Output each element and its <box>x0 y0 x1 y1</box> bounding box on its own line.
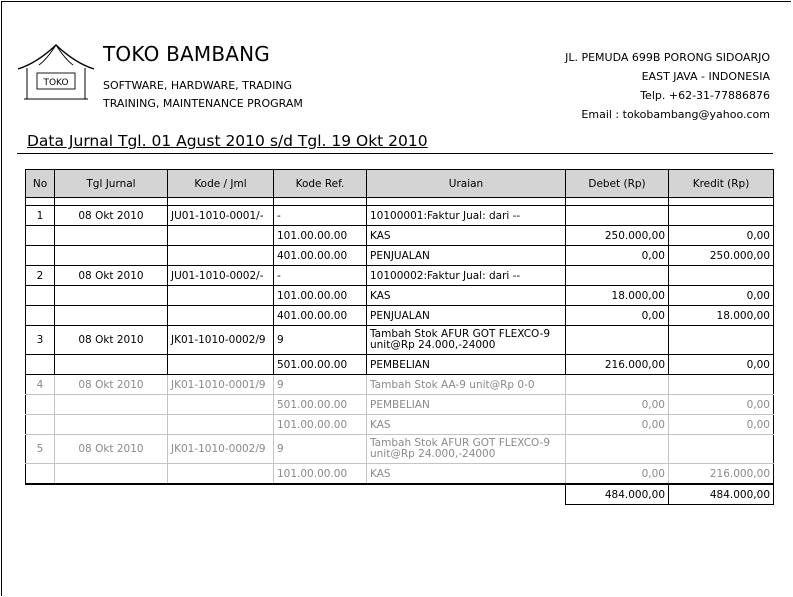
cell-tgl: 08 Okt 2010 <box>55 375 168 395</box>
cell-debet <box>566 326 669 355</box>
company-tagline-1: SOFTWARE, HARDWARE, TRADING <box>103 79 293 92</box>
header-no: No <box>26 170 55 198</box>
cell-uraian: KAS <box>367 415 566 435</box>
cell-tgl: 08 Okt 2010 <box>55 326 168 355</box>
cell-tgl: 08 Okt 2010 <box>55 206 168 226</box>
cell-kredit: 0,00 <box>669 226 774 246</box>
cell-debet: 250.000,00 <box>566 226 669 246</box>
table-row <box>26 286 774 306</box>
cell-kredit: 250.000,00 <box>669 246 774 266</box>
cell-uraian: Tambah Stok AFUR GOT FLEXCO-9 unit@Rp 24.000,-24000 <box>367 326 566 355</box>
cell-no <box>26 246 55 266</box>
cell-kredit: 216.000,00 <box>669 464 774 485</box>
table-row <box>26 226 774 246</box>
cell-kode: JU01-1010-0001/- <box>168 206 274 226</box>
total-row <box>26 484 774 505</box>
cell-tgl: 08 Okt 2010 <box>55 266 168 286</box>
header-kode-ref: Kode Ref. <box>274 170 367 198</box>
cell-debet: 0,00 <box>566 246 669 266</box>
cell-ref: 9 <box>274 375 367 395</box>
table-row <box>26 326 774 355</box>
cell-kode: JK01-1010-0002/9 <box>168 326 274 355</box>
cell-kode <box>168 464 274 485</box>
company-name: TOKO BAMBANG <box>103 42 270 66</box>
cell-no <box>26 286 55 306</box>
cell-kredit: 0,00 <box>669 415 774 435</box>
cell-no <box>26 355 55 375</box>
table-header-row <box>26 170 774 198</box>
cell-kode <box>168 246 274 266</box>
journal-table <box>25 169 774 505</box>
cell-kredit <box>669 266 774 286</box>
address-region: EAST JAVA - INDONESIA <box>641 70 770 83</box>
cell-tgl <box>55 415 168 435</box>
table-row <box>26 355 774 375</box>
cell-uraian: KAS <box>367 286 566 306</box>
cell-kode <box>168 226 274 246</box>
cell-debet: 0,00 <box>566 415 669 435</box>
cell-kredit <box>669 375 774 395</box>
cell-ref: 101.00.00.00 <box>274 464 367 485</box>
table-row <box>26 306 774 326</box>
table-row <box>26 395 774 415</box>
cell-uraian: Tambah Stok AA-9 unit@Rp 0-0 <box>367 375 566 395</box>
cell-no: 2 <box>26 266 55 286</box>
table-row <box>26 375 774 395</box>
header-tgl-jurnal: Tgl Jurnal <box>55 170 168 198</box>
header-kredit: Kredit (Rp) <box>669 170 774 198</box>
cell-no: 4 <box>26 375 55 395</box>
table-row <box>26 415 774 435</box>
cell-ref: - <box>274 266 367 286</box>
cell-uraian: 10100002:Faktur Jual: dari -- <box>367 266 566 286</box>
cell-kredit: 18.000,00 <box>669 306 774 326</box>
table-row <box>26 266 774 286</box>
address-phone: Telp. +62-31-77886876 <box>640 89 770 102</box>
cell-kredit: 0,00 <box>669 286 774 306</box>
cell-ref: 501.00.00.00 <box>274 395 367 415</box>
cell-tgl <box>55 464 168 485</box>
title-divider <box>17 153 773 154</box>
cell-uraian: PENJUALAN <box>367 306 566 326</box>
logo-text: TOKO <box>43 78 69 88</box>
address-email: Email : tokobambang@yahoo.com <box>581 108 770 121</box>
cell-tgl <box>55 306 168 326</box>
cell-no <box>26 464 55 485</box>
header-debet: Debet (Rp) <box>566 170 669 198</box>
cell-debet: 0,00 <box>566 464 669 485</box>
cell-kode <box>168 395 274 415</box>
cell-tgl <box>55 286 168 306</box>
cell-kode <box>168 415 274 435</box>
cell-no: 5 <box>26 435 55 464</box>
cell-kredit: 0,00 <box>669 395 774 415</box>
cell-debet: 18.000,00 <box>566 286 669 306</box>
cell-ref: 9 <box>274 326 367 355</box>
cell-tgl <box>55 226 168 246</box>
total-debet: 484.000,00 <box>566 484 669 505</box>
cell-tgl <box>55 355 168 375</box>
cell-ref: 501.00.00.00 <box>274 355 367 375</box>
table-spacer <box>26 198 774 206</box>
cell-debet <box>566 435 669 464</box>
cell-no <box>26 226 55 246</box>
cell-kode <box>168 286 274 306</box>
cell-debet <box>566 206 669 226</box>
cell-no <box>26 306 55 326</box>
cell-kode: JK01-1010-0002/9 <box>168 435 274 464</box>
cell-uraian: 10100001:Faktur Jual: dari -- <box>367 206 566 226</box>
cell-kode: JK01-1010-0001/9 <box>168 375 274 395</box>
cell-uraian: KAS <box>367 226 566 246</box>
table-row <box>26 464 774 485</box>
cell-uraian: KAS <box>367 464 566 485</box>
cell-kode <box>168 355 274 375</box>
cell-ref: 401.00.00.00 <box>274 306 367 326</box>
company-tagline-2: TRAINING, MAINTENANCE PROGRAM <box>103 97 303 110</box>
cell-no <box>26 395 55 415</box>
cell-no: 3 <box>26 326 55 355</box>
cell-kredit <box>669 435 774 464</box>
cell-ref: 401.00.00.00 <box>274 246 367 266</box>
cell-tgl: 08 Okt 2010 <box>55 435 168 464</box>
cell-ref: 101.00.00.00 <box>274 415 367 435</box>
cell-no: 1 <box>26 206 55 226</box>
cell-uraian: Tambah Stok AFUR GOT FLEXCO-9 unit@Rp 24.000,-24000 <box>367 435 566 464</box>
cell-uraian: PEMBELIAN <box>367 395 566 415</box>
cell-ref: 101.00.00.00 <box>274 286 367 306</box>
cell-debet: 0,00 <box>566 395 669 415</box>
company-logo <box>17 41 95 103</box>
cell-ref: 9 <box>274 435 367 464</box>
total-kredit: 484.000,00 <box>669 484 774 505</box>
table-row <box>26 246 774 266</box>
cell-ref: 101.00.00.00 <box>274 226 367 246</box>
header-uraian: Uraian <box>367 170 566 198</box>
document-title: Data Jurnal Tgl. 01 Agust 2010 s/d Tgl. 19 Okt 2010 <box>27 132 428 150</box>
cell-uraian: PEMBELIAN <box>367 355 566 375</box>
cell-ref: - <box>274 206 367 226</box>
cell-uraian: PENJUALAN <box>367 246 566 266</box>
cell-tgl <box>55 395 168 415</box>
cell-no <box>26 415 55 435</box>
table-row <box>26 435 774 464</box>
cell-kredit: 0,00 <box>669 355 774 375</box>
cell-debet: 216.000,00 <box>566 355 669 375</box>
cell-kode: JU01-1010-0002/- <box>168 266 274 286</box>
cell-debet: 0,00 <box>566 306 669 326</box>
address-street: JL. PEMUDA 699B PORONG SIDOARJO <box>565 51 770 64</box>
cell-debet <box>566 375 669 395</box>
header-kode-jml: Kode / Jml <box>168 170 274 198</box>
cell-kredit <box>669 206 774 226</box>
table-row <box>26 206 774 226</box>
cell-tgl <box>55 246 168 266</box>
cell-kode <box>168 306 274 326</box>
cell-kredit <box>669 326 774 355</box>
cell-debet <box>566 266 669 286</box>
